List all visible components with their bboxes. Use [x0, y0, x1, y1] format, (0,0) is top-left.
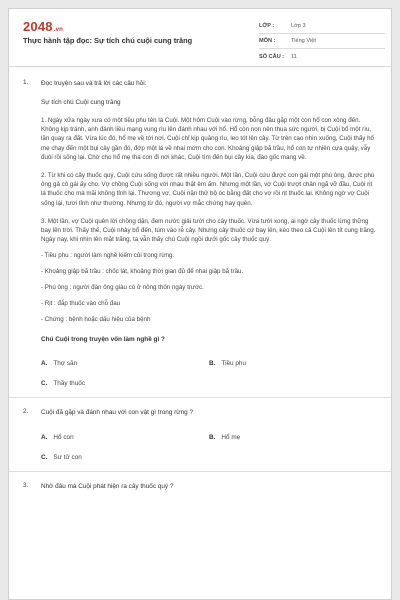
worksheet-content	[9, 79, 392, 491]
logo-text: 2048	[23, 19, 53, 34]
option-text: Sư tử con	[53, 453, 82, 461]
glossary-item: - Chứng : bệnh hoặc dấu hiệu của bệnh	[41, 316, 151, 324]
logo-suffix: .vn	[53, 27, 64, 33]
meta-row-subject	[259, 34, 385, 49]
glossary-item: - Rịt : đắp thuốc vào chỗ đau	[41, 300, 121, 308]
option-letter: B.	[209, 433, 216, 441]
question-prompt: Cuội đã gặp và đánh nhau với con vật gì trong rừng ?	[41, 409, 194, 417]
meta-row-question-count	[259, 49, 385, 64]
option-letter: C.	[41, 379, 48, 387]
question-prompt: Nhờ đâu mà Cuội phát hiện ra cây thuốc quý ?	[41, 483, 174, 491]
option-row	[41, 447, 377, 467]
option-text: Hổ mẹ	[221, 433, 241, 441]
option-text: Tiều phu	[221, 359, 247, 367]
question-prompt: Đọc truyện sau và trả lời các câu hỏi:	[41, 80, 147, 87]
worksheet-meta	[259, 19, 385, 64]
question-number: 3.	[23, 482, 29, 490]
option-letter: A.	[41, 433, 48, 441]
answer-options	[41, 427, 377, 467]
meta-value: Lớp 3	[291, 23, 306, 29]
meta-value: 11	[291, 53, 297, 60]
option-letter: B.	[209, 359, 216, 367]
option-letter: C.	[41, 453, 48, 461]
option-row	[41, 373, 377, 393]
worksheet-page	[8, 8, 392, 600]
worksheet-header	[9, 9, 391, 67]
question-1	[9, 79, 392, 393]
meta-key: LỚP :	[259, 23, 275, 29]
sub-question: Chú Cuội trong truyện vốn làm nghề gì ?	[41, 336, 165, 344]
answer-option-a[interactable]	[41, 360, 209, 367]
glossary-item: - Tiều phu : người làm nghề kiếm củi trong rừng.	[41, 252, 175, 260]
option-text: Thầy thuốc	[53, 379, 86, 387]
worksheet-title: Thực hành tập đọc: Sự tích chú cuội cung trăng	[23, 36, 193, 45]
question-number: 1.	[23, 79, 29, 86]
glossary	[41, 251, 377, 324]
answer-option-c[interactable]	[41, 380, 211, 387]
option-letter: A.	[41, 359, 48, 367]
meta-key: MÔN :	[259, 38, 276, 44]
question-divider	[9, 471, 392, 472]
answer-option-b[interactable]	[209, 360, 377, 367]
glossary-item: - Phú ông : người đàn ông giàu có ở nông thôn ngày trước.	[41, 284, 204, 292]
option-row	[41, 353, 377, 373]
story-paragraph: 2. Từ khi có cây thuốc quý, Cuội cứu sống được rất nhiều người. Một lần, Cuội cứu được con gái một phú ông, được phú ông gả cô gái ấy cho. Vợ chồng Cuội sống với nhau thật êm ấm. Nhưng một lần, vợ Cuội trượt chân ngã vỡ đầu, Cuội rịt lá thuốc cho mà mãi không tỉnh lại. Thương vợ, Cuội nặn thử bộ óc bằng đất cho vợ rồi rịt thuốc lại. Không ngờ vợ Cuội sống lại, tươi tỉnh như thường. Nhưng từ đó, người vợ mắc chứng hay quên.	[41, 172, 375, 207]
site-logo[interactable]	[23, 19, 63, 34]
meta-key: SỐ CÂU :	[259, 53, 285, 60]
answer-options	[41, 353, 377, 393]
story-paragraph: 1. Ngày xửa ngày xưa có một tiều phu tên là Cuội. Một hôm Cuội vào rừng, bỗng đâu gặp một con hổ con xông đến. Không kịp tránh, anh đánh liều mạng vung rìu lên đánh nhau với hổ. Hổ còn non nên thua sức người, bị Cuội bổ một rìu, lăn quay ra đất. Vừa lúc đó, hổ mẹ về tới nơi. Cuội chỉ kịp quăng rìu, leo tót lên cây. Từ trên cao nhìn xuống, Cuội thấy hổ mẹ chạy đến một bụi cây gần đó, đớp một lá về nhai mớm cho con. Khoảng giập bã trầu, hổ con tự nhiên cựa quậy, vẫy đuôi rồi sống lại. Chờ cho hổ mẹ tha con đi nơi khác, Cuội tìm đến bụi cây kia, đào gốc mang về.	[41, 117, 374, 161]
question-number: 2.	[23, 408, 29, 416]
answer-option-b[interactable]	[209, 434, 377, 441]
story-paragraph: 3. Một lần, vợ Cuội quên lời chồng dặn, đem nước giải tưới cho cây thuốc. Vừa tưới xong, ai ngờ cây thuốc lừng thững bay lên trời. Thấy thế, Cuội nhảy bổ đến, túm vào rễ cây. Nhưng cây thuốc cứ bay lên, kéo theo cả Cuội lên tít cung trăng. Ngày nay, khi nhìn lên mặt trăng, ta vẫn thấy chú Cuội ngồi dưới gốc cây thuốc quý.	[41, 217, 376, 244]
option-text: Hổ con	[53, 433, 74, 441]
question-3	[9, 482, 392, 491]
story-title: Sự tích chú Cuội cung trăng	[41, 99, 121, 106]
option-row	[41, 427, 377, 447]
answer-option-a[interactable]	[41, 434, 209, 441]
option-text: Thợ săn	[53, 359, 78, 367]
meta-value: Tiếng Việt	[291, 38, 316, 44]
glossary-item: - Khoảng giập bã trầu : chốc lát, khoảng thời gian đủ để nhai giập bã trầu.	[41, 268, 244, 276]
answer-option-c[interactable]	[41, 454, 211, 461]
question-divider	[9, 397, 392, 398]
meta-row-class	[259, 19, 385, 34]
question-2	[9, 408, 392, 467]
